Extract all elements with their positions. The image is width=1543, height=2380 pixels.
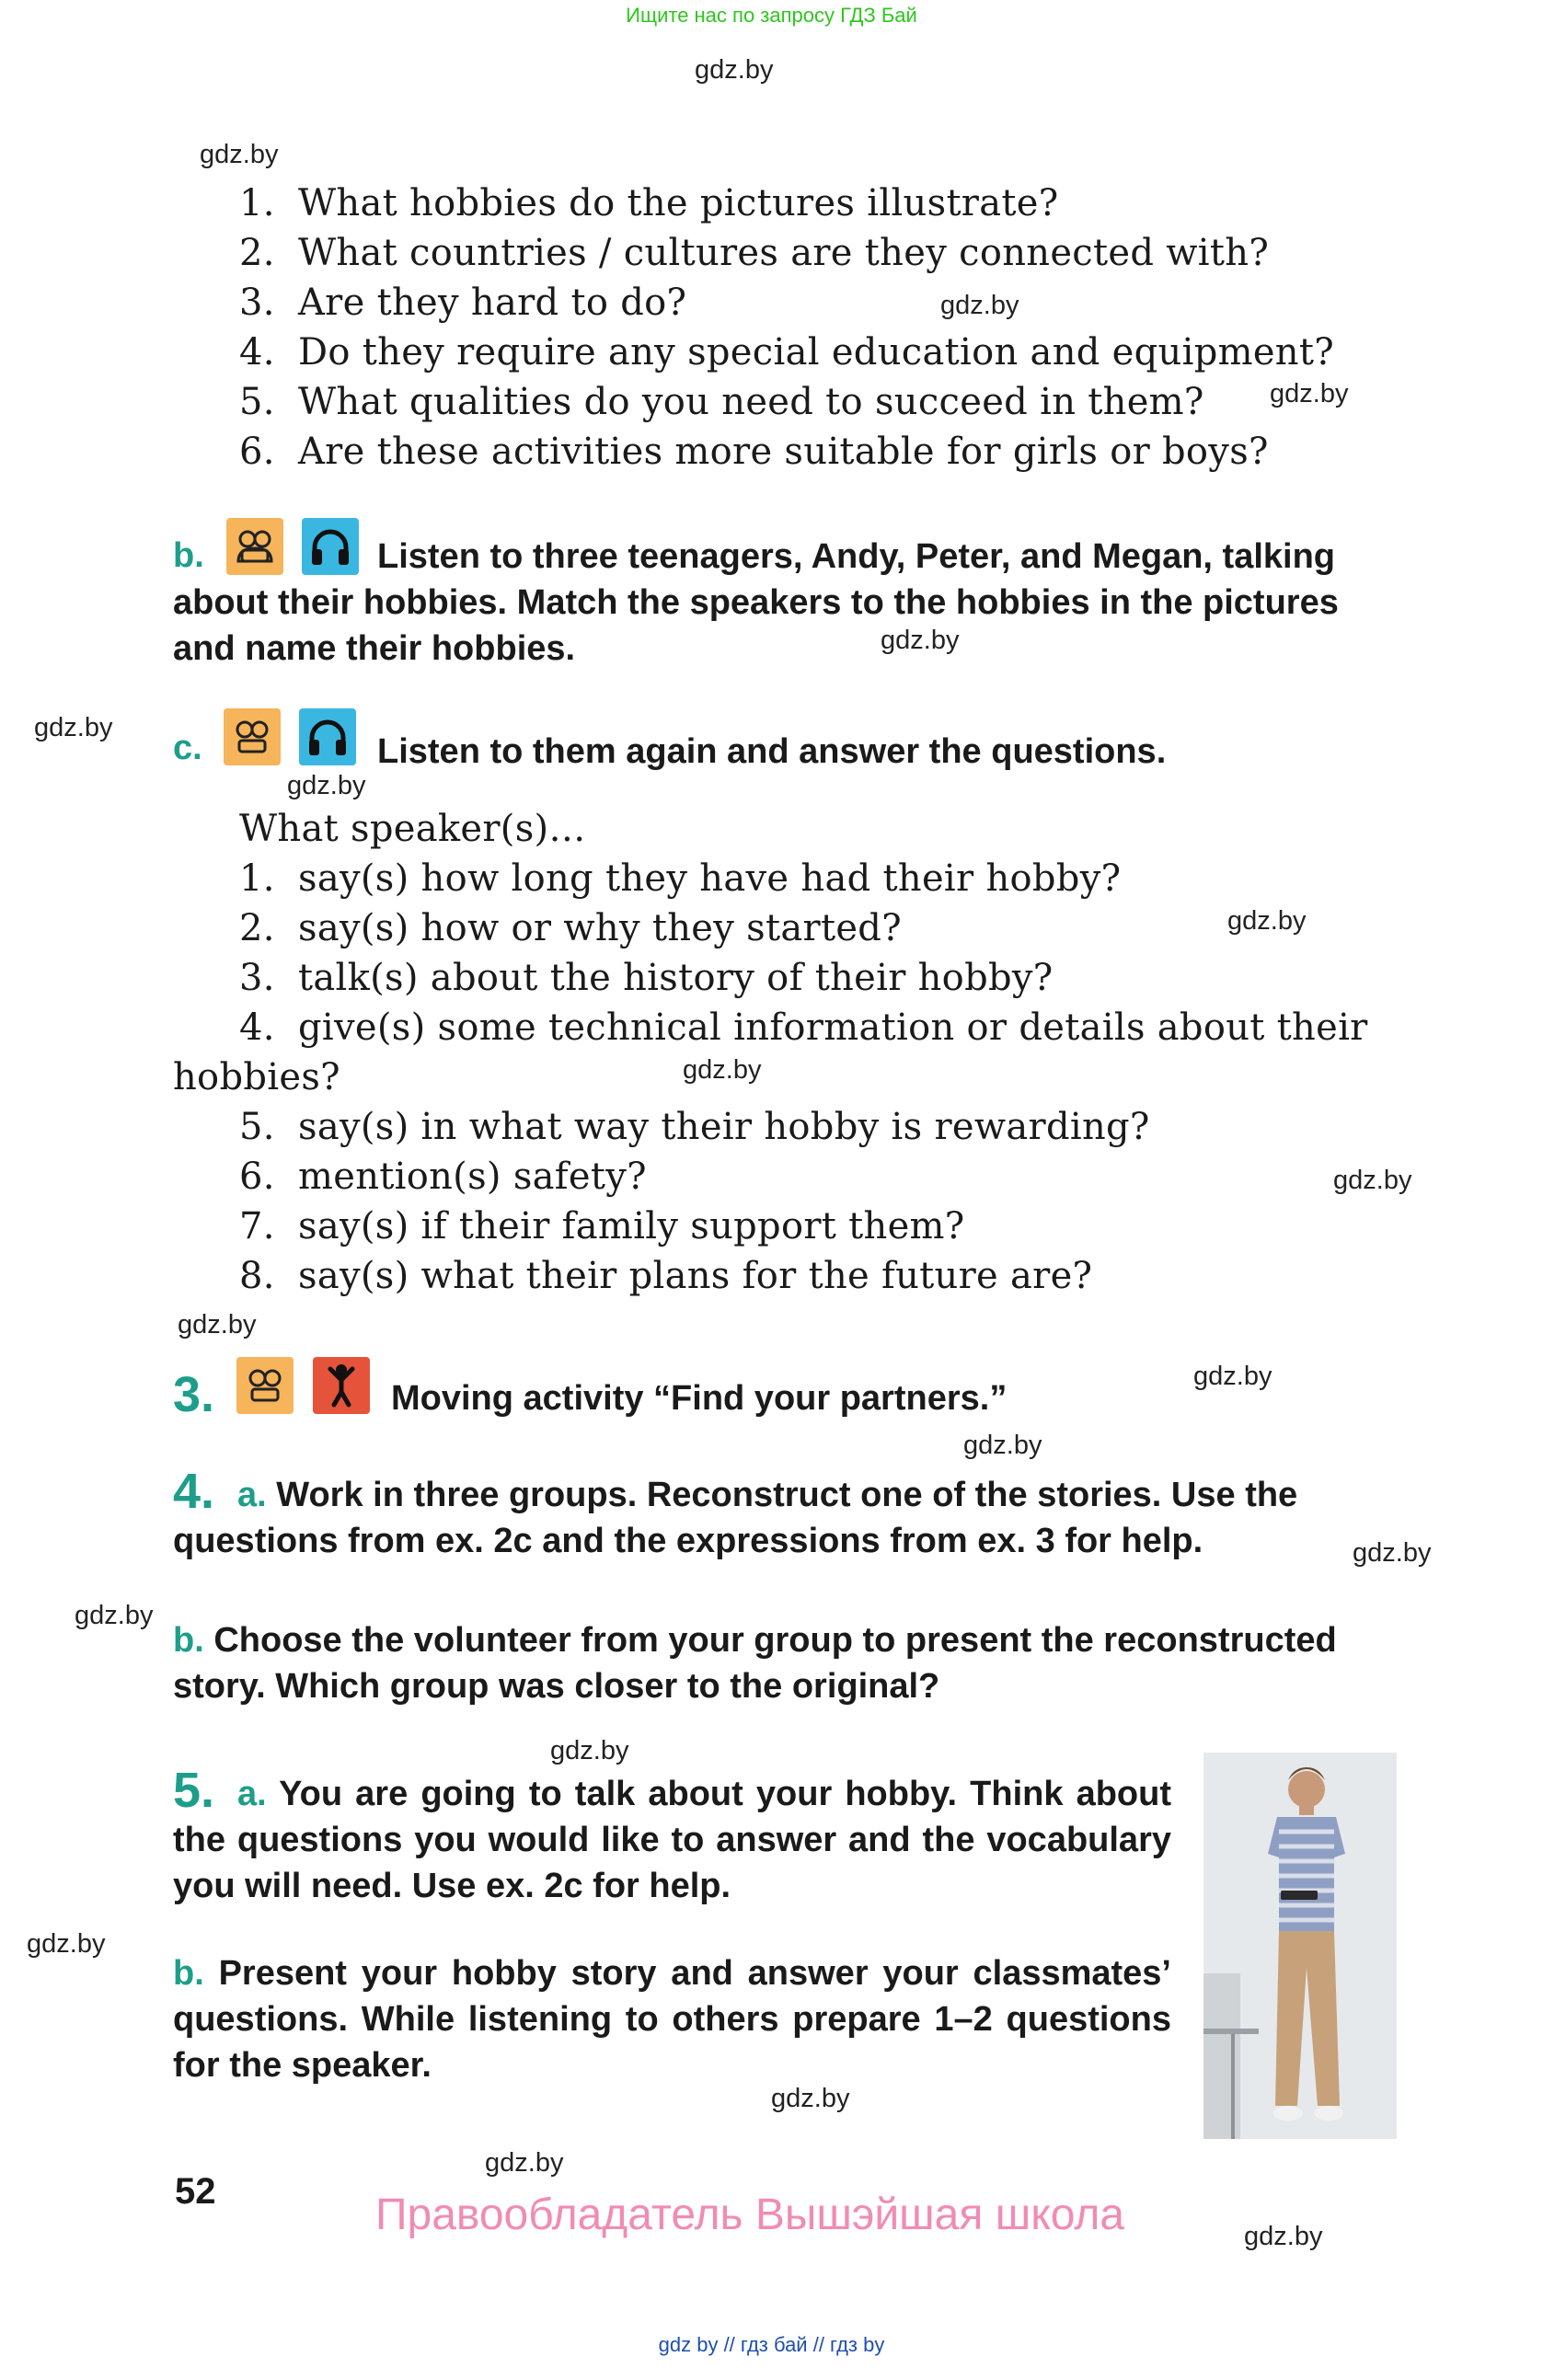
task5-b-text: b. Present your hobby story and answer your classmates’ questions. While listening to others prepare 1–2 questions for the speaker. (173, 1954, 1171, 2085)
watermark: gdz.by (485, 2148, 564, 2178)
watermark: gdz.by (27, 1929, 106, 1959)
watermark: gdz.by (200, 140, 279, 169)
watermark: gdz.by (771, 2084, 850, 2113)
task4-b-text: b. Choose the volunteer from your group to present the reconstructed story. Which group was closer to the original? (173, 1621, 1337, 1706)
question-list-a (239, 182, 1334, 480)
watermark: gdz.by (75, 1601, 154, 1630)
list-item: 4. Do they require any special education and equipment? (239, 331, 1334, 374)
task-c-text: Listen to them again and answer the questions. (377, 732, 1167, 771)
task-number: 4. (173, 1464, 215, 1519)
task-number: 3. (173, 1367, 215, 1422)
top-banner: Ищите нас по запросу ГДЗ Бай (626, 4, 917, 27)
watermark: gdz.by (1270, 379, 1349, 408)
task-b-text: Listen to three teenagers, Andy, Peter, and Megan, talking about their hobbies. Match the speakers to the hobbies in the pictures and name their hobbies. (173, 537, 1339, 668)
list-item: 2. What countries / cultures are they connected with? (239, 232, 1270, 274)
watermark: gdz.by (1193, 1362, 1272, 1391)
watermark: gdz.by (963, 1431, 1042, 1460)
list-item: 7. say(s) if their family support them? (239, 1205, 965, 1247)
list-item: hobbies? (173, 1056, 340, 1098)
watermark: gdz.by (683, 1055, 762, 1085)
watermark: gdz.by (881, 626, 960, 655)
group-work-icon (236, 1357, 294, 1414)
student-presenting-photo (1203, 1753, 1397, 2139)
watermark: gdz.by (287, 771, 366, 800)
watermark: gdz.by (1353, 1538, 1432, 1568)
moving-activity-icon (313, 1357, 370, 1414)
task-letter: c. (173, 729, 202, 767)
group-work-icon (224, 708, 281, 765)
page-number: 52 (175, 2171, 216, 2212)
question-list-c (173, 857, 1368, 1305)
list-item: 4. give(s) some technical information or details about their (239, 1006, 1368, 1049)
list-item: 2. say(s) how or why they started? (239, 907, 902, 949)
watermark: gdz.by (1227, 906, 1307, 936)
copyright-notice: Правообладатель Вышэйшая школа (375, 2190, 1125, 2239)
task-number: 5. (173, 1763, 215, 1818)
list-item: 6. Are these activities more suitable for girls or boys? (239, 431, 1269, 473)
watermark: gdz.by (178, 1310, 257, 1339)
list-item: 8. say(s) what their plans for the future are? (239, 1255, 1093, 1297)
task-letter: b. (173, 536, 204, 575)
task3-text: Moving activity “Find your partners.” (391, 1379, 1008, 1418)
list-item: 3. Are they hard to do? (239, 282, 687, 324)
task4-a-text: a. Work in three groups. Reconstruct one of the stories. Use the questions from ex. 2c and the expressions from ex. 3 for help. (173, 1476, 1298, 1560)
watermark: gdz.by (1333, 1166, 1412, 1195)
list-item: 5. say(s) in what way their hobby is rewarding? (239, 1106, 1150, 1148)
list-item: 3. talk(s) about the history of their hobby? (239, 957, 1054, 999)
list-item: 1. What hobbies do the pictures illustrate? (239, 182, 1059, 224)
task-c-lead: What speaker(s)… (239, 808, 586, 850)
watermark: gdz.by (695, 55, 774, 85)
watermark: gdz.by (940, 291, 1019, 320)
task5-a-text: a. You are going to talk about your hobby. Think about the questions you would like to answer and the vocabulary you will need. Use ex. 2c for help. (173, 1775, 1172, 1905)
watermark: gdz.by (1244, 2222, 1323, 2251)
watermark: gdz.by (34, 713, 113, 742)
watermark: gdz.by (550, 1736, 629, 1765)
list-item: 5. What qualities do you need to succeed in them? (239, 381, 1204, 423)
headphones-icon (299, 708, 356, 765)
bottom-links[interactable]: gdz by // гдз бай // гдз by (658, 2333, 885, 2356)
list-item: 6. mention(s) safety? (239, 1156, 647, 1198)
list-item: 1. say(s) how long they have had their hobby? (239, 857, 1122, 900)
